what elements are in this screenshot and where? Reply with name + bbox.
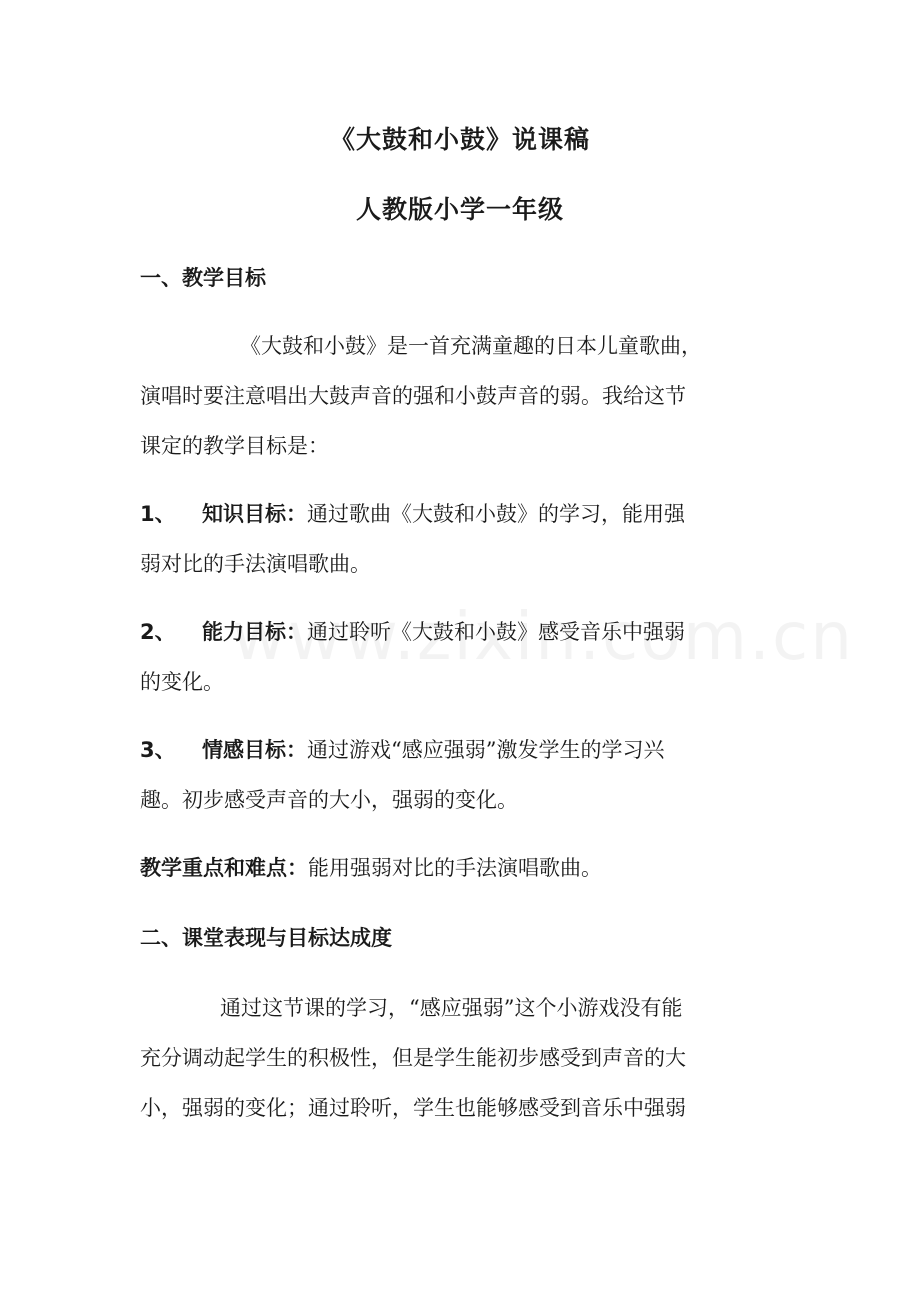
objective-1 [140,498,685,528]
objective-number: 3、 [140,738,176,762]
intro-line-3: 课定的教学目标是： [140,434,329,458]
objective-3-continued: 趣。初步感受声音的大小，强弱的变化。 [140,788,518,812]
intro-line-2: 演唱时要注意唱出大鼓声音的强和小鼓声音的弱。我给这节 [140,384,686,408]
document-title: 《大鼓和小鼓》说课稿 [329,125,590,154]
section1-heading: 一、教学目标 [140,266,266,290]
section2-line-2: 充分调动起学生的积极性，但是学生能初步感受到声音的大 [140,1046,686,1070]
key-points [140,852,602,882]
objective-text: 通过歌曲《大鼓和小鼓》的学习，能用强 [307,502,685,526]
section2-heading: 二、课堂表现与目标达成度 [140,926,392,950]
objective-3 [140,734,664,764]
section2-line-1: 通过这节课的学习，“感应强弱”这个小游戏没有能 [220,996,683,1020]
document-subtitle: 人教版小学一年级 [355,195,564,224]
intro-line-1: 《大鼓和小鼓》是一首充满童趣的日本儿童歌曲， [240,334,702,358]
objective-1-continued: 弱对比的手法演唱歌曲。 [140,552,371,576]
key-points-label: 教学重点和难点： [140,856,308,880]
objective-label: 知识目标： [202,502,307,526]
objective-label: 情感目标： [202,738,307,762]
objective-2-continued: 的变化。 [140,670,224,694]
watermark [232,598,854,675]
objective-number: 1、 [140,502,176,526]
objective-text: 通过聆听《大鼓和小鼓》感受音乐中强弱 [307,620,685,644]
objective-text: 通过游戏“感应强弱”激发学生的学习兴 [307,738,665,762]
section2-line-3: 小，强弱的变化；通过聆听，学生也能够感受到音乐中强弱 [140,1096,686,1120]
key-points-text: 能用强弱对比的手法演唱歌曲。 [308,856,602,880]
objective-label: 能力目标： [202,620,307,644]
objective-number: 2、 [140,620,176,644]
